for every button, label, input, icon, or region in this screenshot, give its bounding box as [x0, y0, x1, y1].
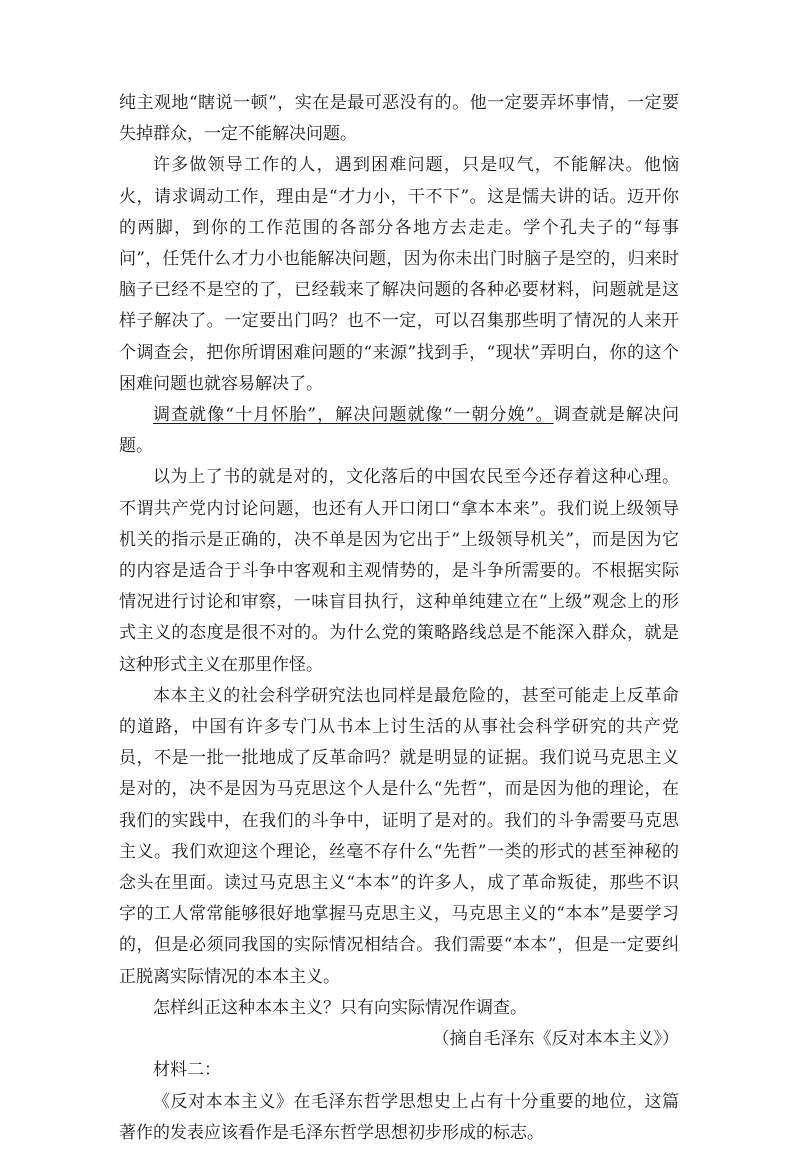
underlined-analogy: 调查就像“十月怀胎”，解决问题就像“一朝分娩”。 [153, 405, 554, 426]
document-body [119, 88, 679, 1149]
paragraph-how-to-correct: 怎样纠正这种本本主义？只有向实际情况作调查。 [153, 997, 527, 1018]
paragraph-subjective-talk: 纯主观地“瞎说一顿”，实在是最可恶没有的。他一定要弄坏事情，一定要失掉群众，一定不能解决问题。 [119, 93, 679, 145]
paragraph-investigation-analogy [119, 400, 679, 462]
material-two-heading: 材料二： [153, 1060, 221, 1081]
paragraph-leadership-problems: 许多做领导工作的人，遇到困难问题，只是叹气，不能解决。他恼火，请求调动工作，理由是“才力小，干不下”。这是懦夫讲的话。迈开你的两脚，到你的工作范围的各部分各地方去走走。学个孔夫子的“每事问”，任凭什么才力小也能解决问题，因为你未出门时脑子是空的，归来时脑子已经不是空的了，已经载来了解决问题的各种必要材料，问题就是这样子解决了。一定要出门吗？也不一定，可以召集那些明了情况的人来开个调查会，把你所谓困难问题的“来源”找到手，“现状”弄明白，你的这个困难问题也就容易解决了。 [119, 155, 679, 394]
paragraph-book-worship: 以为上了书的就是对的，文化落后的中国农民至今还存着这种心理。不谓共产党内讨论问题，也还有人开口闭口“拿本本来”。我们说上级领导机关的指示是正确的，决不单是因为它出于“上级领导机关”，而是因为它的内容是适合于斗争中客观和主观情势的，是斗争所需要的。不根据实际情况进行讨论和审察，一味盲目执行，这种单纯建立在“上级”观念上的形式主义的态度是很不对的。为什么党的策略路线总是不能深入群众，就是这种形式主义在那里作怪。 [119, 467, 679, 675]
paragraph-material-two: 《反对本本主义》在毛泽东哲学思想史上占有十分重要的地位，这篇著作的发表应该看作是毛泽东哲学思想初步形成的标志。 [119, 1091, 679, 1143]
paragraph-book-method-danger: 本本主义的社会科学研究法也同样是最危险的，甚至可能走上反革命的道路，中国有许多专门从书本上讨生活的从事社会科学研究的共产党员，不是一批一批地成了反革命吗？就是明显的证据。我们说马克思主义是对的，决不是因为马克思这个人是什么“先哲”，而是因为他的理论，在我们的实践中，在我们的斗争中，证明了是对的。我们的斗争需要马克思主义。我们欢迎这个理论，丝毫不存什么“先哲”一类的形式的甚至神秘的念头在里面。读过马克思主义“本本”的许多人，成了革命叛徒，那些不识字的工人常常能够很好地掌握马克思主义，马克思主义的“本本”是要学习的，但是必须同我国的实际情况相结合。我们需要“本本”，但是一定要纠正脱离实际情况的本本主义。 [119, 685, 679, 987]
source-citation: （摘自毛泽东《反对本本主义》） [432, 1029, 679, 1050]
investigation-solves-problem: 调查就是解决问题。 [119, 405, 680, 457]
